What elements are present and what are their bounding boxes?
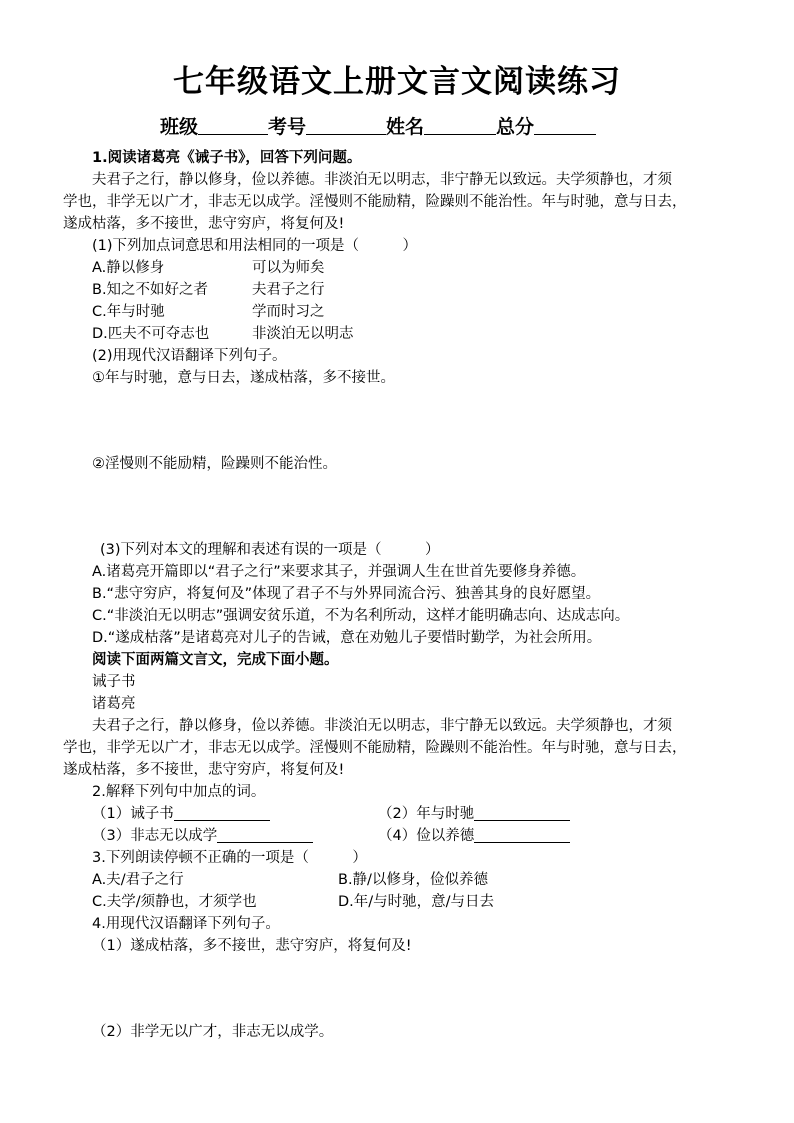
q1-sub2-sentence-2: ②淫慢则不能励精，险躁则不能治性。 bbox=[92, 456, 337, 472]
exam-no-blank[interactable] bbox=[306, 114, 386, 135]
name-blank[interactable] bbox=[424, 114, 496, 135]
page-title: 七年级语文上册文言文阅读练习 bbox=[173, 64, 621, 100]
part2-author: 诸葛亮 bbox=[92, 696, 136, 712]
name-label: 姓名 bbox=[386, 116, 425, 138]
q1-passage-line-1: 夫君子之行，静以修身，俭以养德。非淡泊无以明志，非宁静无以致远。夫学须静也，才须 bbox=[92, 172, 672, 188]
q2-item-2 bbox=[378, 804, 570, 824]
q2-item-4 bbox=[378, 826, 570, 846]
q3-option-b: B.静/以修身，俭似养德 bbox=[338, 872, 488, 888]
q1-sub2-stem: (2)用现代汉语翻译下列句子。 bbox=[92, 348, 287, 364]
q2-item-3 bbox=[92, 826, 313, 846]
q1-sub3-option-b: B.“悲守穷庐，将复何及”体现了君子不与外界同流合污、独善其身的良好愿望。 bbox=[92, 586, 601, 602]
exam-no-label: 考号 bbox=[268, 116, 307, 138]
q1-sub3-option-c: C.“非淡泊无以明志”强调安贫乐道，不为名利所动，这样才能明确志向、达成志向。 bbox=[92, 608, 630, 624]
q1-sub3-option-a: A.诸葛亮开篇即以“君子之行”来要求其子，并强调人生在世首先要修身养德。 bbox=[92, 564, 586, 580]
q2-item-3-blank[interactable] bbox=[217, 826, 313, 843]
q2-item-3-text: （3）非志无以成学 bbox=[92, 828, 218, 844]
class-label: 班级 bbox=[160, 116, 199, 138]
q1-sub1-option-d-left: D.匹夫不可夺志也 bbox=[92, 326, 210, 342]
q1-passage-line-3: 遂成枯落，多不接世，悲守穷庐，将复何及! bbox=[63, 216, 345, 232]
score-label: 总分 bbox=[496, 116, 535, 138]
score-blank[interactable] bbox=[534, 114, 596, 135]
q1-sub1-option-b-left: B.知之不如好之者 bbox=[92, 282, 209, 298]
q2-item-1-blank[interactable] bbox=[174, 804, 270, 821]
q1-sub3-stem: (3)下列对本文的理解和表述有误的一项是（ ） bbox=[100, 542, 440, 558]
q1-sub1-option-a-right: 可以为师矣 bbox=[252, 260, 325, 276]
q1-sub1-option-c-left: C.年与时驰 bbox=[92, 304, 165, 320]
part2-heading: 阅读下面两篇文言文，完成下面小题。 bbox=[92, 652, 339, 668]
q4-sentence-2: （2）非学无以广才，非志无以成学。 bbox=[92, 1024, 334, 1040]
part2-passage-line-3: 遂成枯落，多不接世，悲守穷庐，将复何及! bbox=[63, 762, 345, 778]
q4-sentence-1: （1）遂成枯落，多不接世，悲守穷庐，将复何及! bbox=[92, 938, 412, 954]
part2-passage-line-1: 夫君子之行，静以修身，俭以养德。非淡泊无以明志，非宁静无以致远。夫学须静也，才须 bbox=[92, 718, 672, 734]
q2-item-4-blank[interactable] bbox=[474, 826, 570, 843]
q1-sub2-sentence-1: ①年与时驰，意与日去，遂成枯落，多不接世。 bbox=[92, 370, 395, 386]
q2-item-2-text: （2）年与时驰 bbox=[378, 806, 475, 822]
part2-work-title: 诫子书 bbox=[92, 674, 136, 690]
q1-sub1-option-b-right: 夫君子之行 bbox=[252, 282, 325, 298]
q2-stem: 2.解释下列句中加点的词。 bbox=[92, 784, 266, 800]
q1-sub1-option-c-right: 学而时习之 bbox=[252, 304, 325, 320]
q2-item-2-blank[interactable] bbox=[474, 804, 570, 821]
q1-sub1-option-a-left: A.静以修身 bbox=[92, 260, 165, 276]
class-blank[interactable] bbox=[198, 114, 268, 135]
q2-item-1-text: （1）诫子书 bbox=[92, 806, 174, 822]
q1-sub3-option-d: D.“遂成枯落”是诸葛亮对儿子的告诫，意在劝勉儿子要惜时勤学，为社会所用。 bbox=[92, 630, 602, 646]
part2-passage-line-2: 学也，非学无以广才，非志无以成学。淫慢则不能励精，险躁则不能治性。年与时驰，意与日去， bbox=[63, 740, 687, 756]
q3-option-d: D.年/与时驰，意/与日去 bbox=[338, 894, 495, 910]
q4-stem: 4.用现代汉语翻译下列句子。 bbox=[92, 916, 280, 932]
q1-sub1-option-d-right: 非淡泊无以明志 bbox=[252, 326, 354, 342]
q1-sub1-stem: (1)下列加点词意思和用法相同的一项是（ ） bbox=[92, 238, 418, 254]
q2-item-4-text: （4）俭以养德 bbox=[378, 828, 475, 844]
q3-option-c: C.夫学/须静也，才须学也 bbox=[92, 894, 257, 910]
q3-stem: 3.下列朗读停顿不正确的一项是（ ） bbox=[92, 850, 367, 866]
q1-heading: 1.阅读诸葛亮《诫子书》，回答下列问题。 bbox=[92, 150, 362, 166]
q1-passage-line-2: 学也，非学无以广才，非志无以成学。淫慢则不能励精，险躁则不能治性。年与时驰，意与日去， bbox=[63, 194, 687, 210]
header-fields bbox=[160, 114, 596, 140]
q3-option-a: A.夫/君子之行 bbox=[92, 872, 184, 888]
q2-item-1 bbox=[92, 804, 270, 824]
